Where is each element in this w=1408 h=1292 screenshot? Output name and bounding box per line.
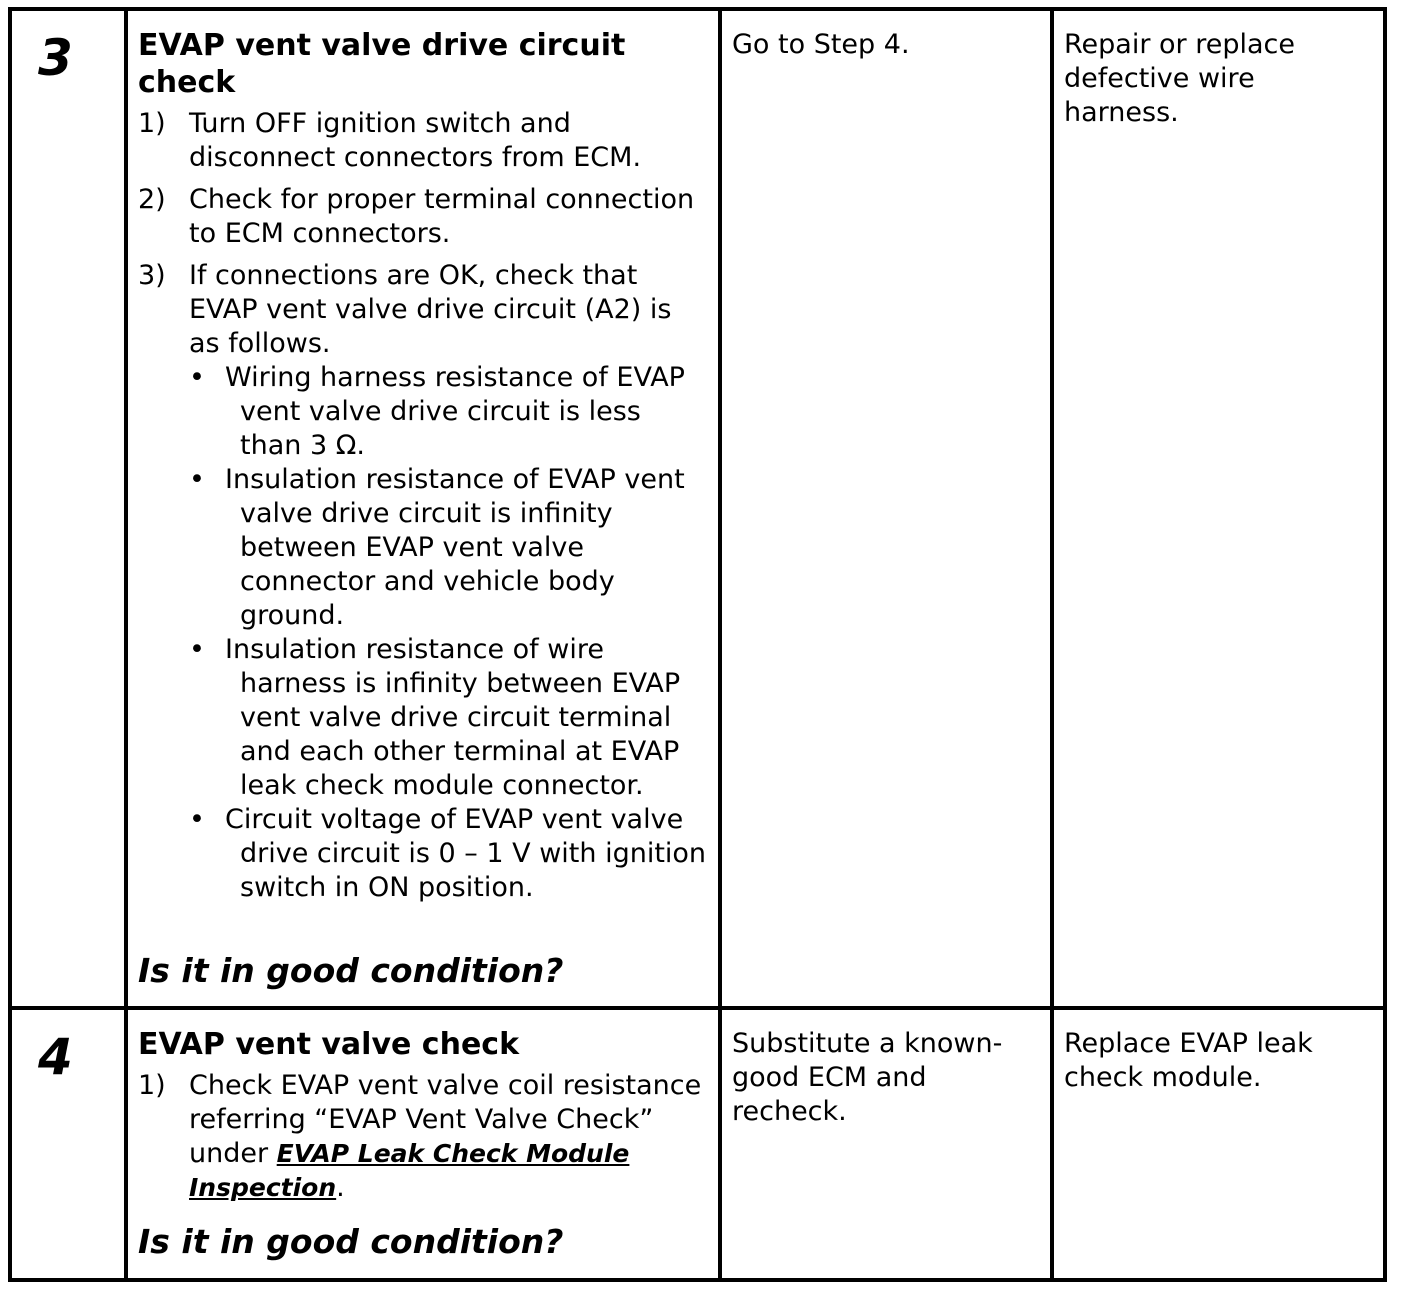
bullet-icon: • [189,804,205,835]
item-text: Check EVAP vent valve coil resistance referring “EVAP Vent Valve Check” under [189,1070,702,1169]
list-item [138,107,708,175]
item-text: If connections are OK, check that EVAP vent valve drive circuit (A2) is as follows. [189,260,672,359]
table-row-step-3 [10,9,1385,1008]
yes-result-cell [720,1008,1052,1280]
condition-question: Is it in good condition? [138,951,564,990]
bullet-item [189,633,708,803]
action-cell [126,1008,720,1280]
yes-result-text: Go to Step 4. [732,29,910,60]
yes-result-cell [720,9,1052,1008]
evap-leak-check-module-inspection-link[interactable]: EVAP Leak Check Module Inspection [189,1139,630,1202]
step-title: EVAP vent valve drive circuit check [138,28,626,100]
item-number: 1) [138,108,166,139]
bullet-item [189,463,708,633]
table-row-step-4 [10,1008,1385,1280]
item-number: 2) [138,184,166,215]
item-number: 3) [138,260,166,291]
bullet-item [189,361,708,463]
bullet-list [189,361,708,905]
step-number: 4 [38,1028,73,1086]
bullet-text: Insulation resistance of EVAP vent valve drive circuit is infinity between EVAP vent valve connector and vehicle body ground. [225,464,685,631]
item-text: Check for proper terminal connection to ECM connectors. [189,184,695,249]
numbered-list [138,1069,708,1205]
item-text-end: . [336,1172,345,1203]
no-result-text: Repair or replace defective wire harness. [1064,29,1295,128]
step-number: 3 [38,29,73,87]
item-text: Turn OFF ignition switch and disconnect connectors from ECM. [189,108,642,173]
item-number: 1) [138,1070,166,1101]
bullet-text: Insulation resistance of wire harness is infinity between EVAP vent valve drive circuit terminal and each other terminal at EVAP leak check module connector. [225,634,681,801]
no-result-text: Replace EVAP leak check module. [1064,1028,1313,1093]
bullet-icon: • [189,634,205,665]
numbered-list [138,107,708,905]
list-item [138,1069,708,1205]
step-title: EVAP vent valve check [138,1027,520,1062]
list-item [138,183,708,251]
condition-question: Is it in good condition? [138,1222,564,1261]
procedure-table-wrapper [8,7,1379,1282]
list-item [138,259,708,905]
bullet-text: Wiring harness resistance of EVAP vent valve drive circuit is less than 3 Ω. [225,362,685,461]
action-cell [126,9,720,1008]
diagnostic-procedure-table [8,7,1387,1282]
bullet-item [189,803,708,905]
step-number-cell [10,9,126,1008]
bullet-icon: • [189,362,205,393]
step-number-cell [10,1008,126,1280]
bullet-text: Circuit voltage of EVAP vent valve drive circuit is 0 – 1 V with ignition switch in ON position. [225,804,707,903]
no-result-cell [1052,9,1385,1008]
bullet-icon: • [189,464,205,495]
no-result-cell [1052,1008,1385,1280]
yes-result-text: Substitute a known-good ECM and recheck. [732,1028,1003,1127]
